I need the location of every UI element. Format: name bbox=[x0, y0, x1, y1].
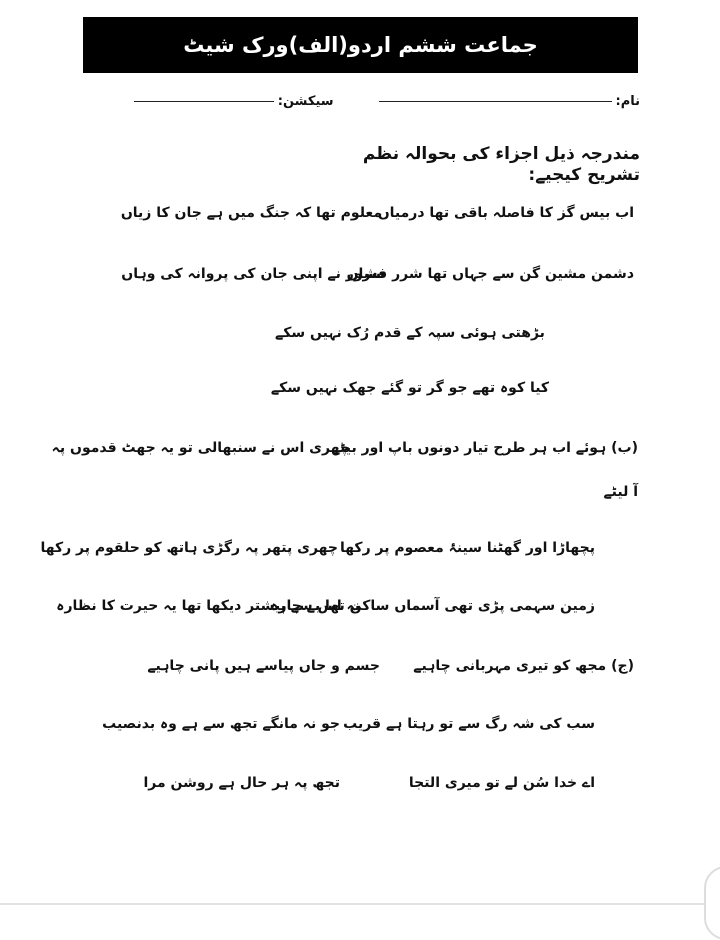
name-label: نام: bbox=[615, 93, 640, 109]
title-banner bbox=[83, 17, 638, 73]
b-couplet3-right: زمین سہمی پڑی تھی آسماں ساکن تھا بے چارہ bbox=[270, 598, 595, 614]
a-couplet1-right: اب بیس گز کا فاصلہ باقی تھا درمیاں bbox=[377, 205, 634, 221]
a-couplet1-left: معلوم تھا کہ جنگ میں ہے جان کا زیاں bbox=[120, 205, 382, 221]
c-couplet1-right-text: مجھ کو تیری مہربانی چاہیے bbox=[413, 658, 607, 674]
name-field-line[interactable] bbox=[379, 101, 612, 102]
c-couplet3-left: تجھ پہ ہر حال ہے روشن مرا bbox=[143, 775, 340, 791]
b-couplet1-continuation: آ لیٹے bbox=[603, 484, 638, 500]
b-couplet1-right-text: ہوئے اب ہر طرح تیار دونوں باپ اور بیٹے bbox=[331, 440, 607, 456]
part-b-label: (ب) bbox=[611, 440, 638, 456]
c-couplet2-left: جو نہ مانگے تجھ سے ہے وہ بدنصیب bbox=[102, 716, 340, 732]
section-field-line[interactable] bbox=[134, 101, 274, 102]
worksheet-title: جماعت ششم اردو(الف)ورک شیٹ bbox=[183, 33, 538, 57]
a-line3: بڑھتی ہوئی سپہ کے قدم رُک نہیں سکے bbox=[275, 325, 545, 341]
c-couplet1-right bbox=[394, 658, 634, 674]
section-label: سیکشن: bbox=[277, 93, 334, 109]
scroll-indicator[interactable] bbox=[704, 866, 720, 940]
b-couplet2-right: پچھاڑا اور گھٹنا سینۂ معصوم پر رکھا bbox=[339, 540, 595, 556]
a-line4: کیا کوہ تھے جو گر تو گئے جھک نہیں سکے bbox=[270, 380, 550, 396]
b-couplet1-left: چھری اس نے سنبھالی تو یہ جھٹ قدموں پہ bbox=[51, 440, 350, 456]
b-couplet2-left: چھری پتھر پہ رگڑی ہاتھ کو حلقوم پر رکھا bbox=[40, 540, 338, 556]
c-couplet3-right: اے خدا سُن لے تو میری التجا bbox=[408, 775, 595, 791]
a-couplet2-left: سرور نے اپنی جان کی پروانہ کی وہاں bbox=[121, 266, 385, 282]
b-couplet3-left: نہ اس سے پیشتر دیکھا تھا یہ حیرت کا نظارہ bbox=[56, 598, 360, 614]
part-c-label: (ج) bbox=[611, 658, 634, 674]
page-bottom-divider bbox=[0, 903, 720, 905]
instruction-heading: مندرجہ ذیل اجزاء کی بحوالہ نظم تشریح کیجیے: bbox=[362, 144, 640, 185]
c-couplet1-left: جسم و جاں پیاسے ہیں پانی چاہیے bbox=[147, 658, 380, 674]
student-info-row bbox=[130, 88, 640, 114]
c-couplet2-right: سب کی شہ رگ سے تو رہتا ہے قریب bbox=[343, 716, 595, 732]
b-couplet1-right bbox=[331, 440, 638, 456]
a-couplet2-right: دشمن مشین گن سے جہاں تھا شرر فشاں bbox=[346, 266, 634, 282]
